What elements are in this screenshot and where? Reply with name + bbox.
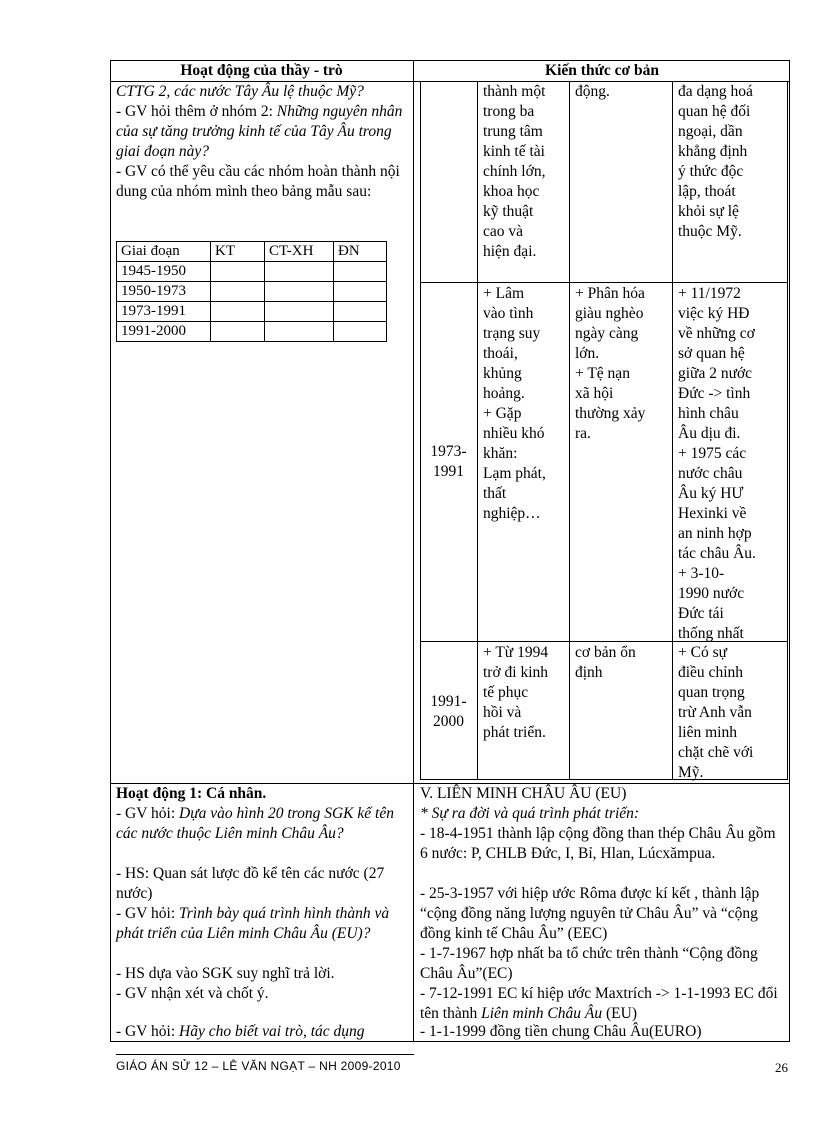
left-top-line1: CTTG 2, các nước Tây Âu lệ thuộc Mỹ? [116, 83, 364, 100]
gv-question-1 [116, 804, 411, 844]
grid-row2-society: + Phân hóa giàu nghèo ngày càng lớn. + Tệ nạn xã hội thường xảy ra. [575, 285, 646, 442]
eu-event-1991-text: - 7-12-1991 EC kí hiệp ước Maxtrích -> 1-1-1993 EC đổi tên thành [420, 985, 778, 1022]
left-top-instruction: - GV có thể yêu cầu các nhóm hoàn thành nội dung của nhóm mình theo bảng mẫu sau: [116, 163, 400, 200]
right-column-header: Kiến thức cơ bản [545, 62, 659, 79]
eu-event-1991 [420, 984, 786, 1024]
grid-row2-economy: + Lâm vào tình trạng suy thoái, khủng hoảng. + Gặp nhiều khó khăn: Lạm phát, thất nghiệp… [483, 285, 546, 522]
footer-rule [116, 1054, 414, 1055]
hs-answer-1: - HS: Quan sát lược đồ kể tên các nước (27 nước) [116, 865, 385, 902]
grid-row2-foreign: + 11/1972 việc ký HĐ về những cơ sở quan hệ giữa 2 nước Đức -> tình hình châu Âu dịu đi. + 1975 các nước châu Âu ký HƯ Hexinki về an ninh hợp tác châu Âu. + 3-10- 1990 nước Đức tái thống nhất [678, 285, 756, 642]
gv-conclusion: - GV nhận xét và chốt ý. [116, 985, 269, 1002]
grid-row1-foreign: đa dạng hoá quan hệ đối ngoại, dần khẳng định ý thức độc lập, thoát khỏi sự lệ thuộc Mỹ. [678, 83, 753, 240]
gv-question-text: Dựa vào hình 20 trong SGK kể tên các nước thuộc Liên minh Châu Âu? [116, 805, 394, 842]
template-period-cell: 1973-1991 [117, 302, 211, 322]
grid-row1-society: động. [575, 83, 610, 100]
section-subtitle: * Sự ra đời và quá trình phát triển: [420, 805, 640, 822]
gv-prefix: - GV hỏi: [116, 805, 180, 822]
grid-row1-economy: thành một trong ba trung tâm kinh tế tài chính lớn, khoa học kỹ thuật cao và hiện đại. [483, 83, 546, 260]
grid-row3-period: 1991- 2000 [430, 693, 467, 730]
template-table-row [117, 302, 387, 322]
grid-row3-society: cơ bản ổn định [575, 644, 636, 681]
template-period-cell: 1950-1973 [117, 282, 211, 302]
template-table [116, 241, 387, 342]
eu-name-italic: Liên minh Châu Âu [481, 1005, 603, 1022]
activity-title: Hoạt động 1: Cá nhân. [116, 785, 267, 802]
eu-event-1951: - 18-4-1951 thành lập cộng đồng than thép Châu Âu gồm 6 nước: P, CHLB Đức, I, Bỉ, Hlan, Lúcxămpua. [420, 825, 776, 862]
page-number: 26 [775, 1060, 788, 1075]
eu-abbrev: (EU) [602, 1005, 637, 1022]
template-table-header [117, 242, 387, 262]
section-title: V. LIÊN MINH CHÂU ÂU (EU) [420, 785, 627, 802]
eu-event-1999: - 1-1-1999 đồng tiền chung Châu Âu(EURO) [420, 1023, 702, 1040]
gv-prefix: - GV hỏi: [116, 905, 180, 922]
template-header-cell: Giai đoạn [117, 242, 211, 262]
left-top-question [116, 102, 411, 162]
gv-prefix: - GV hỏi: [116, 1023, 180, 1040]
template-table-row [117, 322, 387, 342]
eu-event-1967: - 1-7-1967 hợp nhất ba tổ chức trên thành “Cộng đồng Châu Âu”(EC) [420, 945, 758, 982]
template-period-cell: 1945-1950 [117, 262, 211, 282]
template-table-row [117, 282, 387, 302]
gv-question-2 [116, 904, 411, 944]
grid-row3-economy: + Từ 1994 trở đi kinh tế phục hồi và phát triển. [483, 644, 549, 741]
hs-answer-2: - HS dựa vào SGK suy nghĩ trả lời. [116, 965, 335, 982]
template-header-cell: ĐN [334, 242, 387, 262]
template-header-cell: CT-XH [265, 242, 334, 262]
column-divider [413, 60, 414, 1042]
grid-row3-foreign: + Có sự điều chỉnh quan trọng trừ Anh vẫn liên minh chặt chẽ với Mỹ. [678, 644, 754, 781]
template-header-cell: KT [211, 242, 265, 262]
gv-question-text: Trình bày quá trình hình thành và phát triển của Liên minh Châu Âu (EU)? [116, 905, 390, 942]
footer-text: GIÁO ÁN SỬ 12 – LÊ VĂN NGẠT – NH 2009-2010 [116, 1059, 401, 1073]
grid-row2-period: 1973- 1991 [430, 443, 467, 480]
eu-event-1957: - 25-3-1957 với hiệp ước Rôma được kí kết , thành lập “cộng đồng năng lượng nguyên tử Châu Âu” và “cộng đồng kinh tế Châu Âu” (EEC) [420, 885, 760, 942]
left-column-header: Hoạt động của thầy - trò [180, 62, 343, 79]
template-table-row [117, 262, 387, 282]
gv-question-3 [116, 1022, 416, 1042]
gv-question-text: Những nguyên nhân của sự tăng trưởng kinh tế của Tây Âu trong giai đoạn này? [116, 103, 403, 160]
gv-question-text: Hãy cho biết vai trò, tác dụng [179, 1023, 365, 1040]
gv-prefix: - GV hỏi thêm ở nhóm 2: [116, 103, 277, 120]
template-period-cell: 1991-2000 [117, 322, 211, 342]
